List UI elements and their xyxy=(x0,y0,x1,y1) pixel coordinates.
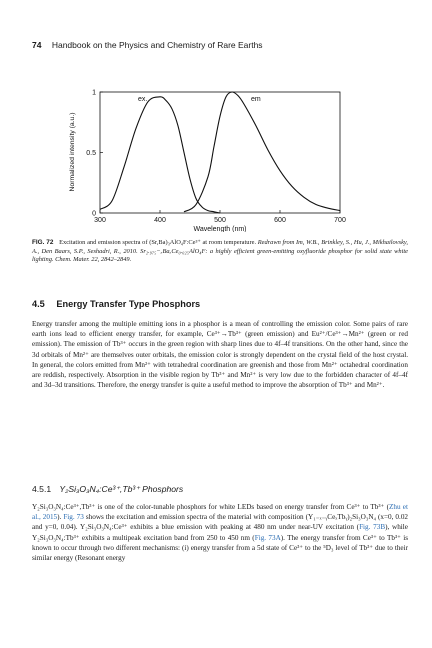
running-header xyxy=(32,40,263,50)
caption-source: Redrawn from Im, W.B., Brinkley, S., Hu, J., Mikhailovsky, A., Den Baars, S.P., Seshadri, R., 2010. Sr₂.₉₇₅−ₓBaₓCe₀.₀₂₅AlO₄F: a highly efficient green-emitting oxyfluoride phosphor for solid state white lighting. Chem. Mater. 22, 2842–2849. xyxy=(32,239,408,264)
x-tick-label: 300 xyxy=(94,217,106,224)
x-axis-label: Wavelength (nm) xyxy=(193,226,247,232)
spectra-chart xyxy=(60,82,360,232)
y-tick-label: 0.5 xyxy=(86,150,96,157)
section-heading xyxy=(32,299,200,309)
figure-label: FIG. 72 xyxy=(32,239,54,246)
section-number: 4.5 xyxy=(32,299,45,309)
y-tick-label: 0 xyxy=(92,210,96,218)
y-axis-label: Normalized intensity (a.u.) xyxy=(69,112,76,192)
x-tick-label: 700 xyxy=(334,217,346,224)
page-number: 74 xyxy=(32,40,42,50)
caption-text: Excitation and emission spectra of (Sr,Ba)₃AlO₄F:Ce³⁺ at room temperature. xyxy=(59,239,257,246)
figure-link[interactable]: Fig. 73A xyxy=(254,533,281,542)
book-title: Handbook on the Physics and Chemistry of Rare Earths xyxy=(51,40,263,50)
x-tick-label: 400 xyxy=(154,217,166,224)
annotation-ex: ex. xyxy=(138,96,148,103)
emission-spectrum-line xyxy=(184,92,340,212)
x-tick-label: 600 xyxy=(274,217,286,224)
subsection-title: Y₂Si₃O₃N₄:Ce³⁺,Tb³⁺ Phosphors xyxy=(59,484,184,494)
plot-frame xyxy=(100,92,340,213)
subsection-number: 4.5.1 xyxy=(32,484,52,494)
figure-link[interactable]: Fig. 73B xyxy=(359,523,386,532)
paragraph-y2si3o3n4: Y₂Si₃O₃N₄:Ce³⁺,Tb³⁺ is one of the color-tunable phosphors for white LEDs based on energy transfer from Ce³⁺ to Tb³⁺ (Zhu et al., 2015). Fig. 73 shows the excitation and emission spectra of the material with composition (Y₁₋ₓ₋ᵧCeₓTbᵧ)₂Si₃O₃N₄ (x=0, 0.02 and y=0, 0.04). Y₂Si₃O₃N₄:Ce³⁺ exhibits a blue emission with peaking at 480 nm under near-UV excitation (Fig. 73B), while Y₂Si₃O₃N₄:Tb³⁺ exhibits a multipeak excitation band from 250 to 450 nm (Fig. 73A). The energy transfer from Ce³⁺ to Tb³⁺ is known to occur through two different mechanisms: (i) energy transfer from a 5d state of Ce³⁺ to the ⁵D₃ level of Tb³⁺ due to their similar energy (Resonant energy xyxy=(32,503,409,563)
y-tick-label: 1 xyxy=(92,89,96,97)
figure-link[interactable]: Fig. 73 xyxy=(63,513,84,522)
x-tick-label: 500 xyxy=(214,217,226,224)
excitation-spectrum-line xyxy=(100,97,220,213)
section-title: Energy Transfer Type Phosphors xyxy=(56,299,201,309)
annotation-em: em xyxy=(251,96,261,103)
figure-caption xyxy=(32,239,408,265)
paragraph-energy-transfer: Energy transfer among the multiple emitting ions in a phosphor is a mean of controlling the emission color. Some pairs of rare earth ions lead to efficient energy transfer, for example, Ce³⁺→Tb³⁺ (green emission) and Eu²⁺/Ce³⁺→Mn²⁺ (green or red emission). The emission of Tb³⁺ occurs in the green region with sharp lines due to 4f–4f transitions. On the other hand, since the 3d orbitals of Mn²⁺ are themselves outer orbitals, the emission color is strongly dependent on the crystal field of the host crystal. In general, the colors emitted from Mn²⁺ with tetrahedral coordination are greenish and those from Mn²⁺ octahedral coordination are reddish, respectively. Absorption in the visible region by Tb³⁺ and Mn²⁺ is very low due to the forbidden character of 4f–4f and 3d–3d transitions. Therefore, the energy transfer is quite a useful method to improve the absorption of Tb³⁺ and Mn²⁺. xyxy=(32,320,408,390)
subsection-heading xyxy=(32,484,183,495)
citation-link[interactable]: Zhu et al., 2015 xyxy=(32,503,408,522)
